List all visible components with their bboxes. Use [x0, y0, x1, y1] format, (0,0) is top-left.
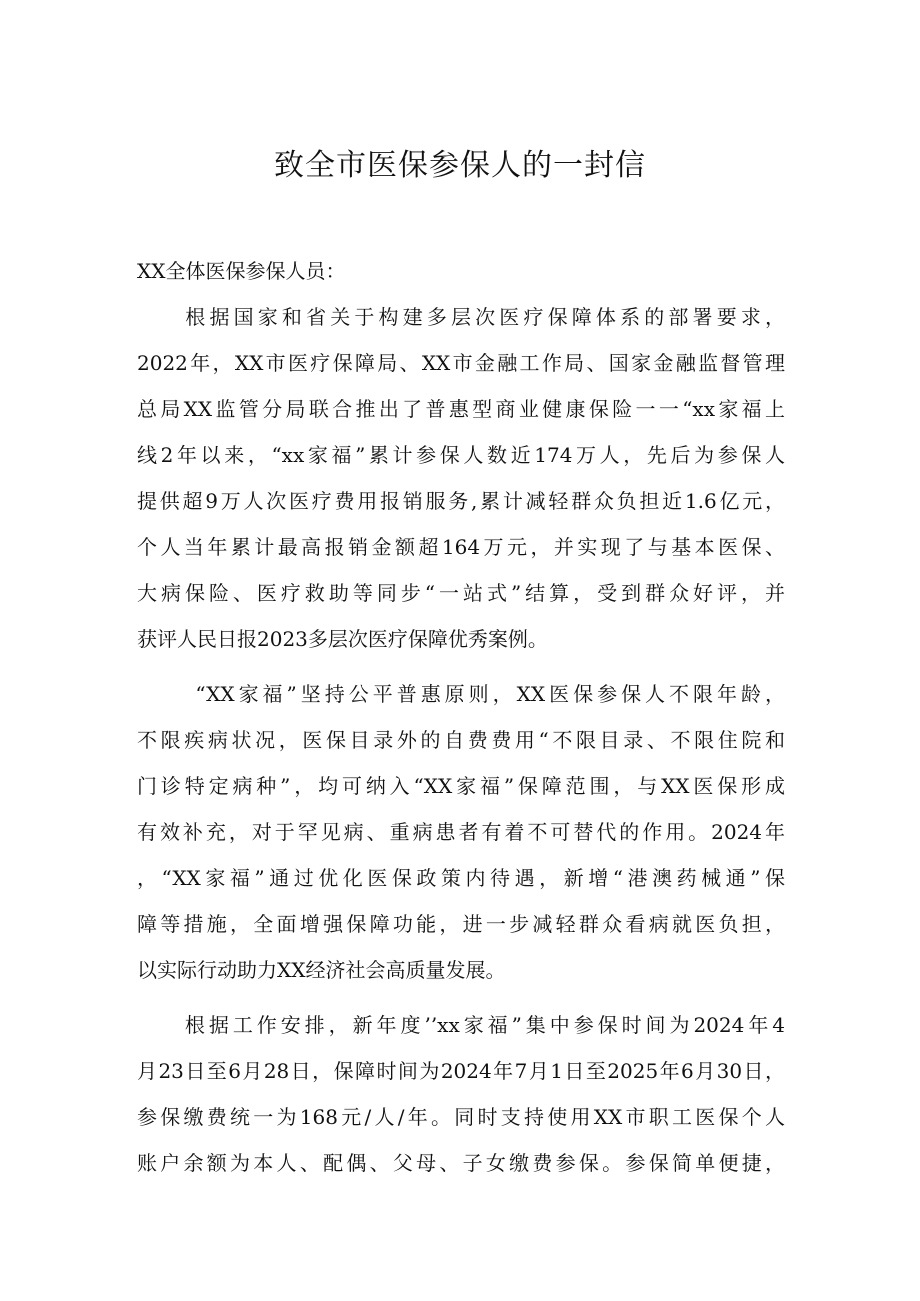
paragraph-enrollment — [137, 1002, 785, 1186]
paragraph-line: 获评人民日报2023多层次医疗保障优秀案例。 — [137, 627, 548, 651]
paragraph-background — [137, 294, 785, 662]
paragraph-line: 账户余额为本人、配偶、父母、子女缴费参保。参保简单便捷， — [137, 1151, 785, 1175]
paragraph-line: 线2年以来，“xx家福”累计参保人数近174万人，先后为参保人 — [137, 443, 785, 467]
paragraph-line: 不限疾病状况，医保目录外的自费费用“不限目录、不限住院和 — [137, 728, 785, 752]
document-title: 致全市医保参保人的一封信 — [274, 148, 646, 183]
letter-body — [137, 248, 785, 1186]
paragraph-line: ，“XX家福”通过优化医保政策内待遇，新增“港澳药械通”保 — [137, 866, 785, 890]
paragraph-line: 以实际行动助力XX经济社会高质量发展。 — [137, 958, 506, 982]
paragraph-line: 个人当年累计最高报销金额超164万元，并实现了与基本医保、 — [137, 535, 785, 559]
paragraph-line: 总局XX监管分局联合推出了普惠型商业健康保险一一“xx家福上 — [137, 397, 785, 421]
paragraph-line: “XX家福”坚持公平普惠原则，XX医保参保人不限年龄， — [137, 682, 785, 706]
paragraph-spacer — [137, 662, 785, 671]
paragraph-principles — [137, 671, 785, 993]
paragraph-line: 大病保险、医疗救助等同步“一站式”结算，受到群众好评，并 — [137, 581, 785, 605]
paragraph-line: 门诊特定病种”，均可纳入“XX家福”保障范围，与XX医保形成 — [137, 774, 785, 798]
paragraph-line: 提供超9万人次医疗费用报销服务,累计减轻群众负担近1.6亿元， — [137, 489, 785, 513]
salutation: XX全体医保参保人员： — [137, 259, 346, 283]
paragraph-line: 根据工作安排，新年度’’xx家福”集中参保时间为2024年4 — [137, 1013, 785, 1037]
paragraph-line: 障等措施，全面增强保障功能，进一步减轻群众看病就医负担， — [137, 912, 785, 936]
paragraph-line: 有效补充，对于罕见病、重病患者有着不可替代的作用。2024年 — [137, 820, 785, 844]
paragraph-spacer — [137, 993, 785, 1002]
paragraph-line: 根据国家和省关于构建多层次医疗保障体系的部署要求， — [137, 305, 785, 329]
paragraph-line: 月23日至6月28日，保障时间为2024年7月1日至2025年6月30日， — [137, 1059, 785, 1083]
paragraph-line: 参保缴费统一为168元/人/年。同时支持使用XX市职工医保个人 — [137, 1105, 785, 1129]
paragraph-line: 2022年，XX市医疗保障局、XX市金融工作局、国家金融监督管理 — [137, 351, 785, 375]
